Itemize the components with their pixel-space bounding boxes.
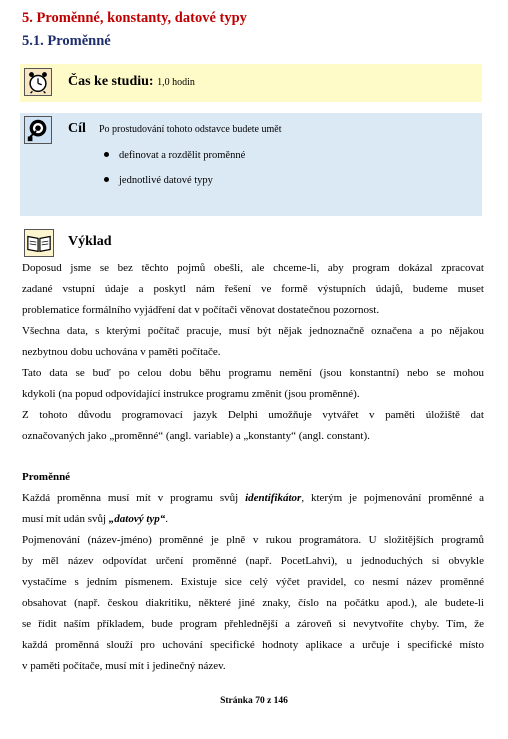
- body-line: Z tohoto důvodu programovací jazyk Delphi umožňuje vytvářet v paměti úložiště dat: [22, 409, 484, 421]
- body-line: Každá proměnna musí mít v programu svůj identifikátor, kterým je pojmenování proměnné a: [22, 492, 484, 504]
- study-time-title: Čas ke studiu:: [68, 74, 154, 89]
- body-line: se řídit naším příkladem, bude program přehlednější a zároveň si nevytvoříte chyby. Tím, že: [22, 618, 484, 630]
- body-line: Doposud jsme se bez těchto pojmů obešli, ale chceme-li, aby program dokázal zpracovat: [22, 262, 484, 274]
- target-icon: [24, 116, 52, 144]
- study-time-box: [20, 64, 482, 102]
- body-line: kdykoli (na popud odpovídající instrukce programu změnit (jsou proměnné).: [22, 388, 360, 400]
- bullet-icon: [104, 177, 109, 182]
- page-footer: Stránka 70 z 146: [220, 696, 288, 706]
- body-line: Pojmenování (název-jméno) proměnné je plně v rukou programátora. U složitějších programů: [22, 534, 484, 546]
- body-line: vystačíme s jedním písmenem. Existuje sice celý výčet pravidel, co nesmí název proměnné: [22, 576, 484, 588]
- body-line: každá proměnná slouží pro uchování specifické hodnoty aplikace a určuje i specifické místo: [22, 639, 484, 651]
- body-line: by měl název odpovídat určení proměnné (např. PocetLahvi), u jednoduchých si obvykle: [22, 555, 484, 567]
- body-line: problematice formálního vyjádření dat v počítači věnovat dostatečnou pozornost.: [22, 304, 380, 316]
- body-line: zadané vstupní údaje a poskytl nám řešení ve formě výstupních údajů, budeme muset: [22, 283, 484, 295]
- page-number: 70: [255, 696, 265, 706]
- explanation-label: Výklad: [68, 234, 112, 249]
- section-heading: 5.1. Proměnné: [22, 33, 111, 49]
- chapter-heading: 5. Proměnné, konstanty, datové typy: [22, 10, 247, 26]
- goal-box: [20, 113, 482, 216]
- goal-item: definovat a rozdělit proměnné: [104, 150, 245, 161]
- body-line: v paměti počítače, musí mít i jedinečný název.: [22, 660, 226, 672]
- page-total: 146: [273, 696, 288, 706]
- body-line: označovaných jako „proměnné“ (angl. variable) a „konstanty“ (angl. constant).: [22, 430, 370, 442]
- goal-item: jednotlivé datové typy: [104, 175, 213, 186]
- bullet-icon: [104, 152, 109, 157]
- subheading: Proměnné: [22, 471, 71, 483]
- goal-intro: Po prostudování tohoto odstavce budete umět: [99, 124, 282, 135]
- body-line: Tato data se buď po celou dobu běhu programu nemění (jsou konstantní) nebo se mohou: [22, 367, 484, 379]
- body-line: obsahovat (např. českou diakritiku, některé jiné znaky, číslo na počátku apod.), ale budete-li: [22, 597, 484, 609]
- study-time-label: [68, 74, 195, 90]
- book-icon: [24, 229, 54, 257]
- study-time-value: 1,0 hodin: [157, 77, 195, 88]
- clock-icon: [24, 68, 52, 96]
- body-line: musí mít udán svůj „datový typ“.: [22, 513, 169, 525]
- body-line: nezbytnou dobu uchována v paměti počítače.: [22, 346, 221, 358]
- body-line: Všechna data, s kterými počítač pracuje, musí být nějak jednoznačně označena a po nějakou: [22, 325, 484, 337]
- goal-label: Cíl: [68, 121, 86, 136]
